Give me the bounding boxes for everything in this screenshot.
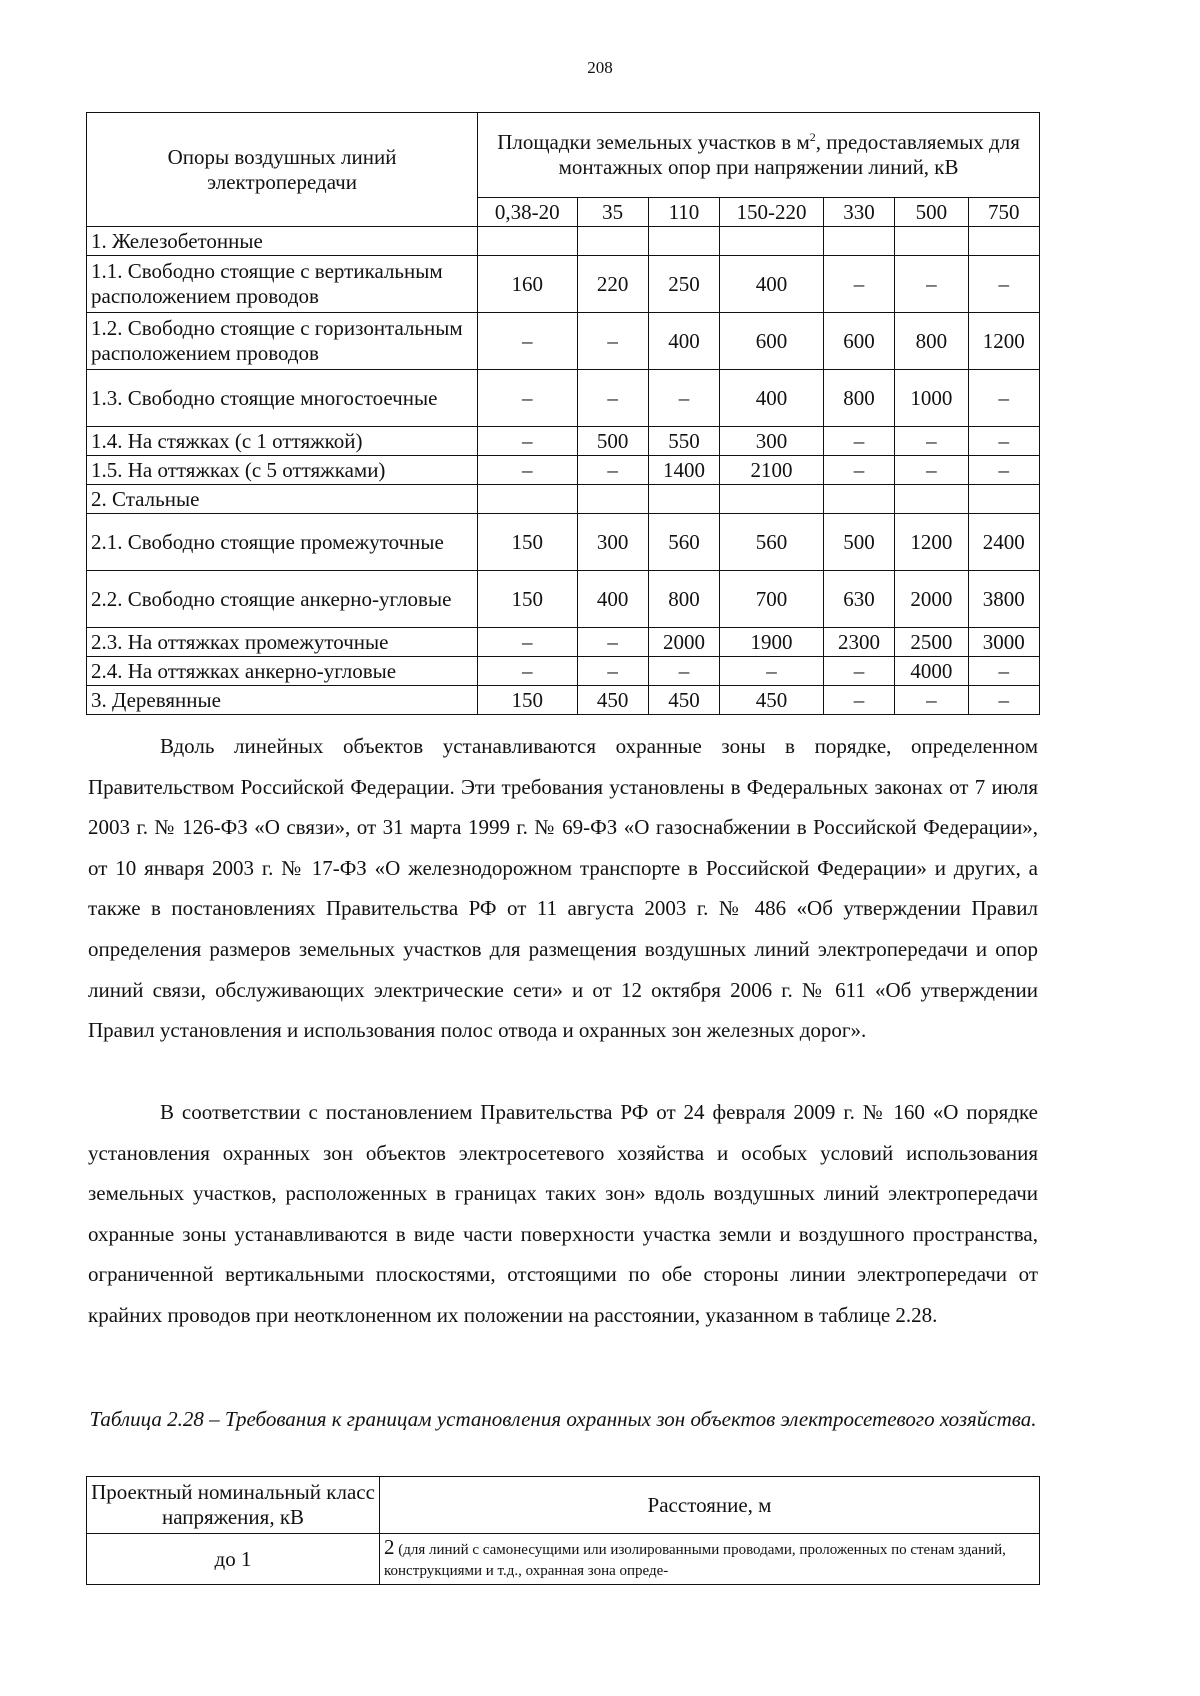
- area-value-cell: 250: [648, 256, 719, 313]
- area-value-cell: –: [968, 657, 1039, 686]
- voltage-header-cell: 110: [648, 198, 719, 227]
- area-value-cell: –: [577, 370, 648, 427]
- area-value-cell: –: [823, 256, 894, 313]
- area-value-cell: –: [720, 657, 824, 686]
- area-value-cell: 600: [720, 313, 824, 370]
- area-value-cell: 4000: [895, 657, 968, 686]
- support-type-cell: 1. Железобетонные: [87, 227, 478, 256]
- area-value-cell: –: [478, 427, 577, 456]
- area-value-cell: –: [968, 427, 1039, 456]
- area-value-cell: 160: [478, 256, 577, 313]
- table-row: [87, 628, 1040, 657]
- voltage-header-cell: 0,38-20: [478, 198, 577, 227]
- table-row: [87, 485, 1040, 514]
- area-value-cell: –: [823, 657, 894, 686]
- distance-cell: 2 (для линий с самонесущими или изолированными проводами, проложенных по стенам зданий, конструкциями и т.д., охранная зона опреде-: [380, 1534, 1040, 1585]
- area-value-cell: 450: [577, 686, 648, 715]
- voltage-header-cell: 500: [895, 198, 968, 227]
- area-value-cell: [895, 227, 968, 256]
- area-value-cell: 220: [577, 256, 648, 313]
- area-value-cell: –: [823, 427, 894, 456]
- area-value-cell: –: [895, 456, 968, 485]
- area-value-cell: –: [577, 657, 648, 686]
- area-value-cell: –: [577, 628, 648, 657]
- support-type-cell: 2.1. Свободно стоящие промежуточные: [87, 514, 478, 571]
- area-value-cell: [720, 227, 824, 256]
- area-value-cell: 2400: [968, 514, 1039, 571]
- area-value-cell: 2000: [648, 628, 719, 657]
- area-value-cell: [577, 227, 648, 256]
- voltage-header-cell: 750: [968, 198, 1039, 227]
- area-value-cell: 560: [648, 514, 719, 571]
- area-value-cell: 150: [478, 514, 577, 571]
- table-row: [87, 514, 1040, 571]
- area-value-cell: 600: [823, 313, 894, 370]
- table-row: [87, 657, 1040, 686]
- area-value-cell: 2000: [895, 571, 968, 628]
- area-value-cell: 3000: [968, 628, 1039, 657]
- area-value-cell: [648, 227, 719, 256]
- area-value-cell: –: [478, 628, 577, 657]
- support-type-cell: 2.4. На оттяжках анкерно-угловые: [87, 657, 478, 686]
- table-row: [87, 571, 1040, 628]
- area-value-cell: [968, 227, 1039, 256]
- area-value-cell: 1400: [648, 456, 719, 485]
- paragraph-protected-zones: Вдоль линейных объектов устанавливаются охранные зоны в порядке, определенном Правительством Российской Федерации. Эти требования установлены в Федеральных законах от 7 июля 2003 г. № 126-ФЗ «О связи», от 31 марта 1999 г. № 69-ФЗ «О газоснабжении в Российской Федерации», от 10 января 2003 г. № 17-ФЗ «О железнодорожном транспорте в Российской Федерации» и других, а также в постановлениях Правительства РФ от 11 августа 2003 г. № 486 «Об утверждении Правил определения размеров земельных участков для размещения воздушных линий электропередачи и опор линий связи, обслуживающих электрические сети» и от 12 октября 2006 г. № 611 «Об утверждении Правил установления и использования полос отвода и охранных зон железных дорог».: [88, 734, 1038, 1043]
- area-value-cell: –: [478, 370, 577, 427]
- area-value-cell: 450: [720, 686, 824, 715]
- header-supports: Опоры воздушных линий электропередачи: [87, 113, 478, 227]
- area-value-cell: 1900: [720, 628, 824, 657]
- area-value-cell: 800: [823, 370, 894, 427]
- table-caption: Таблица 2.28 – Требования к границам установления охранных зон объектов электросетевого хозяйства.: [89, 1407, 1037, 1431]
- header-distance: Расстояние, м: [380, 1477, 1040, 1534]
- area-value-cell: –: [895, 427, 968, 456]
- support-type-cell: 1.1. Свободно стоящие с вертикальным расположением проводов: [87, 256, 478, 313]
- header-land-areas: Площадки земельных участков в $м^2$, предоставляемых для монтажных опор при напряжении линий, кВ: [478, 113, 1040, 198]
- area-value-cell: 550: [648, 427, 719, 456]
- support-type-cell: 2. Стальные: [87, 485, 478, 514]
- area-value-cell: –: [577, 313, 648, 370]
- area-value-cell: 400: [720, 370, 824, 427]
- area-value-cell: 450: [648, 686, 719, 715]
- area-value-cell: 800: [895, 313, 968, 370]
- area-value-cell: –: [968, 370, 1039, 427]
- support-type-cell: 1.5. На оттяжках (с 5 оттяжками): [87, 456, 478, 485]
- area-value-cell: 150: [478, 686, 577, 715]
- table-row: [87, 313, 1040, 370]
- area-value-cell: 2100: [720, 456, 824, 485]
- area-value-cell: 300: [720, 427, 824, 456]
- area-value-cell: 630: [823, 571, 894, 628]
- voltage-header-cell: 35: [577, 198, 648, 227]
- support-type-cell: 1.2. Свободно стоящие с горизонтальным расположением проводов: [87, 313, 478, 370]
- area-value-cell: –: [478, 456, 577, 485]
- voltage-class-cell: до 1: [87, 1534, 380, 1585]
- area-value-cell: 800: [648, 571, 719, 628]
- support-type-cell: 1.3. Свободно стоящие многостоечные: [87, 370, 478, 427]
- area-value-cell: –: [968, 456, 1039, 485]
- area-value-cell: [577, 485, 648, 514]
- area-value-cell: [478, 227, 577, 256]
- area-value-cell: –: [648, 370, 719, 427]
- area-value-cell: [720, 485, 824, 514]
- area-value-cell: 2300: [823, 628, 894, 657]
- area-value-cell: 150: [478, 571, 577, 628]
- area-value-cell: 400: [720, 256, 824, 313]
- area-value-cell: –: [478, 313, 577, 370]
- area-value-cell: –: [478, 657, 577, 686]
- area-value-cell: [823, 485, 894, 514]
- paragraph-resolution-160: В соответствии с постановлением Правительства РФ от 24 февраля 2009 г. № 160 «О порядке установления охранных зон объектов электросетевого хозяйства и особых условий использования земельных участков, расположенных в границах таких зон» вдоль воздушных линий электропередачи охранные зоны устанавливаются в виде части поверхности участка земли и воздушного пространства, ограниченной вертикальными плоскостями, отстоящими по обе стороны линии электропередачи от крайних проводов при неотклоненном их положении на расстоянии, указанном в таблице 2.28.: [88, 1100, 1038, 1327]
- table-row: [87, 427, 1040, 456]
- table-body: [87, 227, 1040, 715]
- area-value-cell: 500: [823, 514, 894, 571]
- area-value-cell: –: [968, 256, 1039, 313]
- support-type-cell: 1.4. На стяжках (с 1 оттяжкой): [87, 427, 478, 456]
- header-voltage-class: Проектный номинальный класс напряжения, кВ: [87, 1477, 380, 1534]
- area-value-cell: 1200: [895, 514, 968, 571]
- table-row: [87, 227, 1040, 256]
- area-value-cell: –: [895, 256, 968, 313]
- area-value-cell: 400: [648, 313, 719, 370]
- page-number: 208: [587, 58, 613, 77]
- area-value-cell: –: [895, 686, 968, 715]
- area-value-cell: 1000: [895, 370, 968, 427]
- support-type-cell: 2.2. Свободно стоящие анкерно-угловые: [87, 571, 478, 628]
- table-row: [87, 456, 1040, 485]
- area-value-cell: [648, 485, 719, 514]
- area-value-cell: 1200: [968, 313, 1039, 370]
- area-value-cell: 300: [577, 514, 648, 571]
- area-value-cell: 560: [720, 514, 824, 571]
- area-value-cell: 2500: [895, 628, 968, 657]
- area-value-cell: 700: [720, 571, 824, 628]
- protection-zone-table: [86, 1476, 1040, 1585]
- area-value-cell: [478, 485, 577, 514]
- area-value-cell: 400: [577, 571, 648, 628]
- area-value-cell: 3800: [968, 571, 1039, 628]
- support-type-cell: 3. Деревянные: [87, 686, 478, 715]
- area-value-cell: [823, 227, 894, 256]
- table-header-row: [87, 1477, 1040, 1534]
- table-row: [87, 256, 1040, 313]
- area-value-cell: –: [823, 456, 894, 485]
- table-row: [87, 1534, 1040, 1585]
- area-value-cell: –: [648, 657, 719, 686]
- table-row: [87, 686, 1040, 715]
- area-value-cell: –: [577, 456, 648, 485]
- area-value-cell: [968, 485, 1039, 514]
- voltage-header-cell: 150-220: [720, 198, 824, 227]
- voltage-header-cell: 330: [823, 198, 894, 227]
- area-value-cell: –: [823, 686, 894, 715]
- area-value-cell: –: [968, 686, 1039, 715]
- land-area-table: [86, 112, 1040, 715]
- support-type-cell: 2.3. На оттяжках промежуточные: [87, 628, 478, 657]
- area-value-cell: [895, 485, 968, 514]
- area-value-cell: 500: [577, 427, 648, 456]
- table-row: [87, 370, 1040, 427]
